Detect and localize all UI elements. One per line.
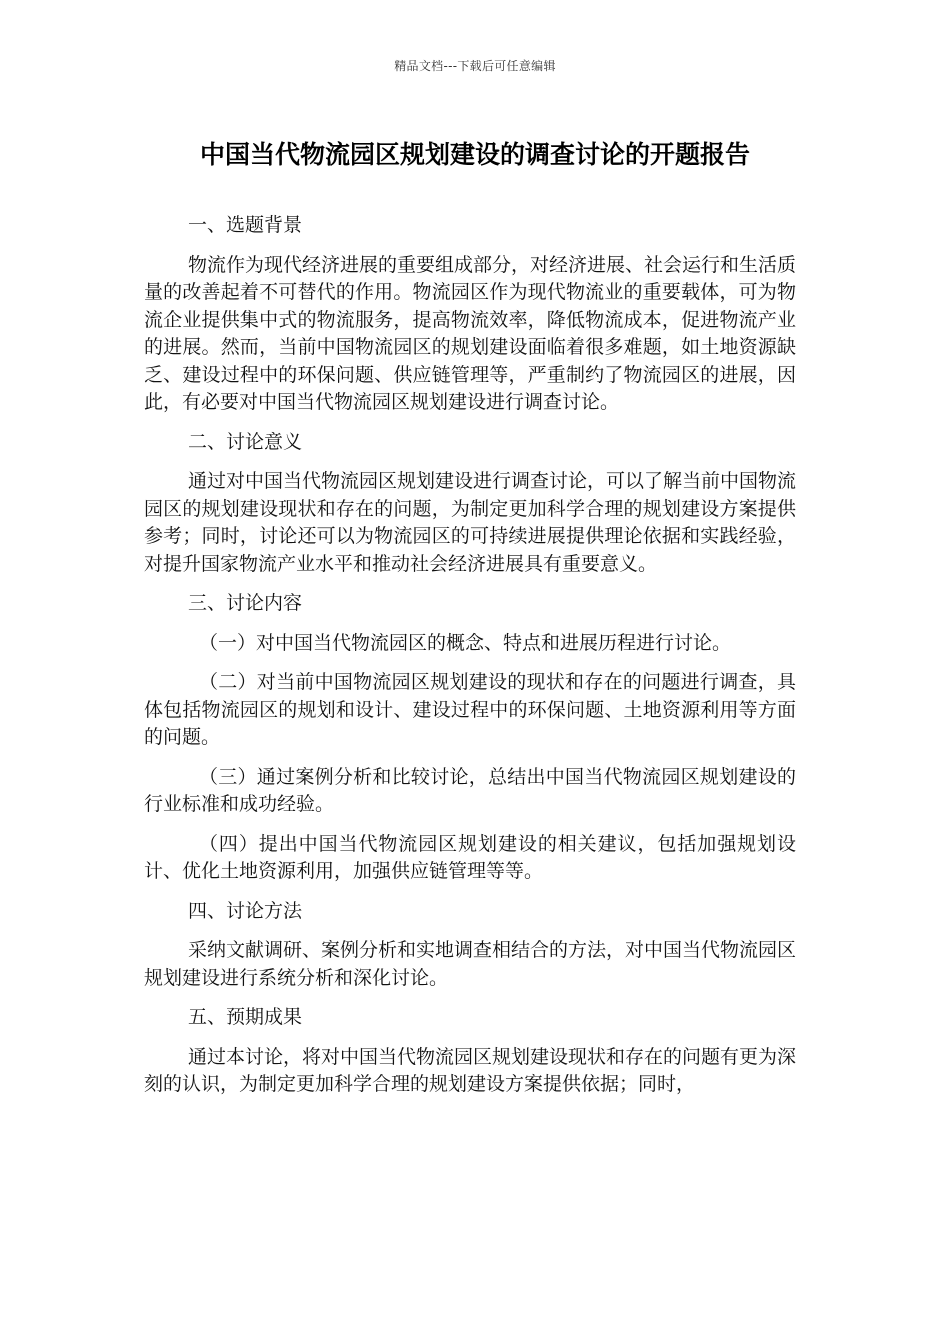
section-heading-significance: 二、讨论意义 (188, 430, 303, 453)
paragraph-background: 物流作为现代经济进展的重要组成部分，对经济进展、社会运行和生活质量的改善起着不可替代的作用。物流园区作为现代物流业的重要载体，可为物流企业提供集中式的物流服务，提高物流效率，降低物流成本，促进物流产业的进展。然而，当前中国物流园区的规划建设面临着很多难题，如土地资源缺乏、建设过程中的环保问题、供应链管理等，严重制约了物流园区的进展，因此，有必要对中国当代物流园区规划建设进行调查讨论。 (144, 253, 797, 413)
header-note: 精品文档---下载后可任意编辑 (394, 59, 556, 73)
section-heading-background: 一、选题背景 (188, 214, 303, 236)
section-heading-methods: 四、讨论方法 (188, 899, 303, 922)
paragraph-methods: 采纳文献调研、案例分析和实地调查相结合的方法，对中国当代物流园区规划建设进行系统分析和深化讨论。 (144, 939, 797, 989)
content-item-3: （三）通过案例分析和比较讨论，总结出中国当代物流园区规划建设的行业标准和成功经验。 (144, 765, 796, 815)
content-item-1: （一）对中国当代物流园区的概念、特点和进展历程进行讨论。 (199, 631, 732, 654)
paragraph-outcomes: 通过本讨论，将对中国当代物流园区规划建设现状和存在的问题有更为深刻的认识，为制定更加科学合理的规划建设方案提供依据；同时， (144, 1045, 797, 1095)
document-title: 中国当代物流园区规划建设的调查讨论的开题报告 (199, 140, 750, 169)
content-item-2: （二）对当前中国物流园区规划建设的现状和存在的问题进行调查，具体包括物流园区的规划和设计、建设过程中的环保问题、土地资源利用等方面的问题。 (144, 671, 796, 748)
document-body (144, 212, 796, 1111)
content-item-4: （四）提出中国当代物流园区规划建设的相关建议，包括加强规划设计、优化土地资源利用，加强供应链管理等等。 (144, 832, 796, 882)
section-heading-content: 三、讨论内容 (188, 592, 303, 614)
section-heading-outcomes: 五、预期成果 (188, 1006, 303, 1028)
paragraph-significance: 通过对中国当代物流园区规划建设进行调查讨论，可以了解当前中国物流园区的规划建设现状和存在的问题，为制定更加科学合理的规划建设方案提供参考；同时，讨论还可以为物流园区的可持续进展提供理论依据和实践经验，对提升国家物流产业水平和推动社会经济进展具有重要意义。 (144, 470, 797, 575)
